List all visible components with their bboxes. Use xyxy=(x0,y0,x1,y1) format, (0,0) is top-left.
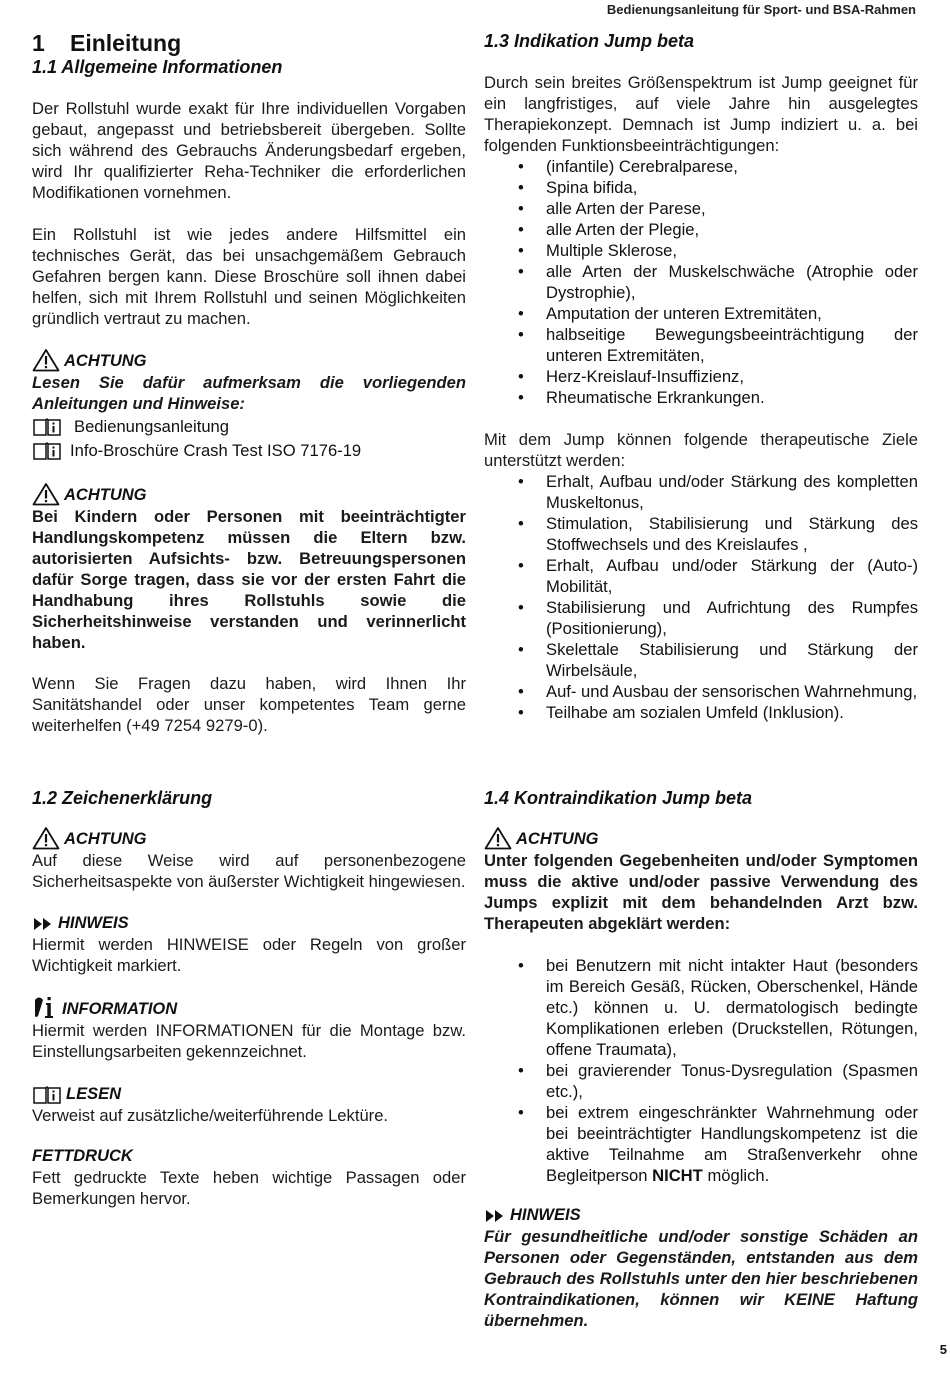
list-item: • alle Arten der Muskelschwäche (Atrophie oder Dystrophie), xyxy=(484,261,918,303)
contraindication-list xyxy=(484,955,918,1186)
hint-label: HINWEIS xyxy=(510,1206,581,1224)
read-item-manual xyxy=(32,415,466,439)
legend-text: Hiermit werden INFORMATIONEN für die Montage bzw. Einstellungsarbeiten gekennzeichnet. xyxy=(32,1021,466,1061)
section-1-4 xyxy=(484,787,918,1331)
legend-lesen xyxy=(32,1081,466,1126)
warning-marker xyxy=(484,826,918,850)
double-arrow-icon xyxy=(32,917,54,931)
list-item: • halbseitige Bewegungsbeeinträchtigung der unteren Extremitäten, xyxy=(484,324,918,366)
contact-paragraph: Wenn Sie Fragen dazu haben, wird Ihnen Ihr Sanitätshandel oder unser kompetentes Team gerne weiterhelfen (+49 7254 9279-0). xyxy=(32,674,466,735)
read-item-crashtest xyxy=(32,439,466,463)
warning-read-block xyxy=(32,348,466,463)
legend-information xyxy=(32,994,466,1062)
section-1-3 xyxy=(484,30,918,723)
legend-label: HINWEIS xyxy=(58,914,129,932)
list-item: • Stimulation, Stabilisierung und Stärkung des Stoffwechsels und des Kreislaufes , xyxy=(484,513,918,555)
list-item: • Herz-Kreislauf-Insuffizienz, xyxy=(484,366,918,387)
warning-marker xyxy=(32,826,466,850)
hint-marker xyxy=(32,910,466,934)
indication-list xyxy=(484,156,918,408)
list-item: • Erhalt, Aufbau und/oder Stärkung der (Auto-) Mobilität, xyxy=(484,555,918,597)
open-book-icon xyxy=(32,441,62,461)
section-title-1-4: 1.4 Kontraindikation Jump beta xyxy=(484,788,753,808)
legend-achtung xyxy=(32,826,466,892)
section-title-1-1: 1.1 Allgemeine Informationen xyxy=(32,57,283,77)
goals-intro: Mit dem Jump können folgende therapeutische Ziele unterstützt werden: xyxy=(484,430,918,470)
legend-text: Fett gedruckte Texte heben wichtige Passagen oder Bemerkungen hervor. xyxy=(32,1168,466,1208)
list-item: • bei Benutzern mit nicht intakter Haut (besonders im Bereich Gesäß, Rücken, Oberschenkel, Hände etc.) können u. U. dermatologisch bedingte Komplikationen erleben (Druckstellen, Rötungen, offene Traumata), xyxy=(484,955,918,1060)
legend-text: Verweist auf zusätzliche/weiterführende Lektüre. xyxy=(32,1106,389,1125)
warning-text: Bei Kindern oder Personen mit beeinträchtigter Handlungskompetenz müssen die Eltern bzw. autorisierten Aufsichts- bzw. Betreuungspersonen dafür Sorge tragen, dass sie vor der ersten Fahrt die Handhabung ihres Rollstuhls sowie die Sicherheitshinweise verstanden und verinnerlicht haben. xyxy=(32,507,466,652)
read-item-label: Bedienungsanleitung xyxy=(74,417,230,436)
emphasis-not: NICHT xyxy=(652,1166,703,1185)
list-item: • alle Arten der Parese, xyxy=(484,198,918,219)
list-item: • bei gravierender Tonus-Dysregulation (Spasmen etc.), xyxy=(484,1060,918,1102)
info-tool-icon xyxy=(32,994,58,1020)
section-1-2 xyxy=(32,787,466,1209)
indication-intro: Durch sein breites Größenspektrum ist Jump geeignet für ein langfristiges, auf viele Jahre hin ausgelegtes Therapiekonzept. Demnach ist Jump indiziert u. a. bei folgenden Funktionsbeeinträchtigungen: xyxy=(484,73,918,155)
read-item-label: Info-Broschüre Crash Test ISO 7176-19 xyxy=(70,441,362,460)
list-item: • Teilhabe am sozialen Umfeld (Inklusion). xyxy=(484,702,918,723)
list-item: • alle Arten der Plegie, xyxy=(484,219,918,240)
warning-marker xyxy=(32,348,466,372)
legend-label: LESEN xyxy=(66,1085,122,1103)
section-title-1-3: 1.3 Indikation Jump beta xyxy=(484,31,695,51)
warning-text: Unter folgenden Gegebenheiten und/oder Symptomen muss die aktive und/oder passive Verwendung des Jumps explizit mit dem behandelnden Arzt bzw. Therapeuten abgeklärt werden: xyxy=(484,851,918,933)
warning-marker xyxy=(32,482,466,506)
legend-hinweis xyxy=(32,910,466,976)
warning-label: ACHTUNG xyxy=(516,830,599,848)
double-arrow-icon xyxy=(484,1209,506,1223)
legend-label: FETTDRUCK xyxy=(32,1147,133,1165)
chapter-title xyxy=(32,30,466,56)
warning-label: ACHTUNG xyxy=(64,486,147,504)
list-item-text: bei extrem eingeschränkter Wahrnehmung oder bei beeinträchtigter Handlungskompetenz ist die aktive Teilnahme am Straßenverkehr ohne Begleitperson xyxy=(546,1103,918,1185)
list-item: • Spina bifida, xyxy=(484,177,918,198)
list-item: • Auf- und Ausbau der sensorischen Wahrnehmung, xyxy=(484,681,918,702)
read-marker xyxy=(32,1081,466,1105)
list-item: • Erhalt, Aufbau und/oder Stärkung des kompletten Muskeltonus, xyxy=(484,471,918,513)
legend-label: ACHTUNG xyxy=(64,830,147,848)
safety-paragraph: Ein Rollstuhl ist wie jedes andere Hilfsmittel ein technisches Gerät, das bei unsachgemäßem Gebrauch Gefahren bergen kann. Diese Broschüre soll ihnen dabei helfen, sich mit Ihrem Rollstuhl und seinen Möglichkeiten gründlich vertraut zu machen. xyxy=(32,225,466,328)
list-item-text: möglich. xyxy=(707,1166,770,1185)
warning-triangle-icon xyxy=(484,826,512,850)
open-book-icon xyxy=(32,417,62,437)
chapter-number: 1 xyxy=(32,30,45,56)
warning-label: ACHTUNG xyxy=(64,352,147,370)
hint-marker xyxy=(484,1202,918,1226)
hint-text: Für gesundheitliche und/oder sonstige Schäden an Personen oder Gegenständen, entstanden aus dem Gebrauch des Rollstuhls unter den hier beschriebenen Kontraindikationen, können wir KEINE Haftung übernehmen. xyxy=(484,1227,918,1330)
open-book-icon xyxy=(32,1085,62,1105)
legend-label: INFORMATION xyxy=(62,1000,178,1018)
contraindication-warning xyxy=(484,826,918,934)
warning-triangle-icon xyxy=(32,348,60,372)
list-item: • Rheumatische Erkrankungen. xyxy=(484,387,918,408)
running-header: Bedienungsanleitung für Sport- und BSA-Rahmen xyxy=(606,2,916,17)
list-item: • Amputation der unteren Extremitäten, xyxy=(484,303,918,324)
warning-text: Lesen Sie dafür aufmerksam die vorliegenden Anleitungen und Hinweise: xyxy=(32,373,466,413)
legend-text: Hiermit werden HINWEISE oder Regeln von großer Wichtigkeit markiert. xyxy=(32,935,466,975)
section-1-1 xyxy=(32,30,466,736)
goals-list xyxy=(484,471,918,723)
legend-text: Auf diese Weise wird auf personenbezogene Sicherheitsaspekte von äußerster Wichtigkeit hingewiesen. xyxy=(32,851,466,891)
list-item: • (infantile) Cerebralparese, xyxy=(484,156,918,177)
list-item xyxy=(484,1102,918,1186)
warning-triangle-icon xyxy=(32,482,60,506)
legend-fettdruck xyxy=(32,1146,466,1209)
liability-hint xyxy=(484,1202,918,1331)
list-item: • Skelettale Stabilisierung und Stärkung der Wirbelsäule, xyxy=(484,639,918,681)
warning-children-block xyxy=(32,482,466,653)
warning-triangle-icon xyxy=(32,826,60,850)
chapter-title-text: Einleitung xyxy=(70,30,182,56)
intro-paragraph: Der Rollstuhl wurde exakt für Ihre individuellen Vorgaben gebaut, angepasst und betriebsbereit übergeben. Sollte sich während des Gebrauchs Änderungsbedarf ergeben, wird Ihr qualifizierter Reha-Techniker die erforderlichen Modifikationen vornehmen. xyxy=(32,99,466,202)
info-marker xyxy=(32,994,466,1020)
list-item: • Stabilisierung und Aufrichtung des Rumpfes (Positionierung), xyxy=(484,597,918,639)
page-number: 5 xyxy=(939,1342,947,1357)
section-title-1-2: 1.2 Zeichenerklärung xyxy=(32,788,213,808)
list-item: • Multiple Sklerose, xyxy=(484,240,918,261)
